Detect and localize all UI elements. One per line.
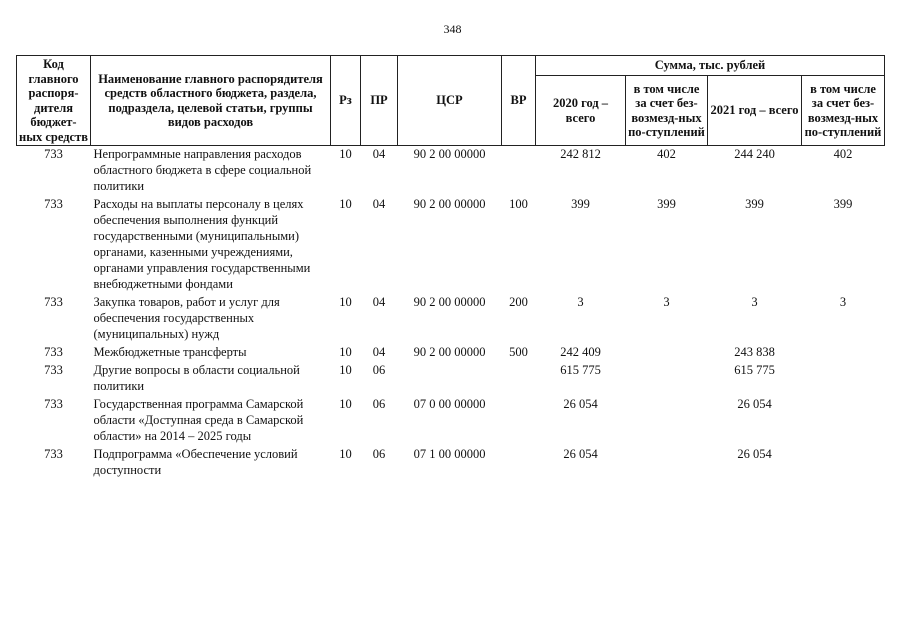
cell-2021-free: 3 — [839, 295, 847, 309]
page-number: 348 — [443, 22, 462, 36]
cell-pr: 06 — [372, 397, 386, 411]
cell-code: 733 — [44, 363, 63, 377]
cell-2021-free — [802, 396, 885, 446]
cell-csr — [398, 362, 502, 396]
table-row — [17, 446, 885, 480]
cell-2020-free: 3 — [663, 295, 670, 309]
cell-2021-total: 399 — [745, 197, 764, 211]
cell-2021-total: 244 240 — [734, 147, 775, 161]
cell-vr — [502, 362, 536, 396]
cell-name: Другие вопросы в области социальной политики — [93, 363, 300, 393]
cell-vr: 100 — [509, 197, 528, 211]
cell-csr: 07 1 00 00000 — [413, 447, 486, 461]
cell-name: Непрограммные направления расходов областного бюджета в сфере социальной политики — [93, 147, 312, 193]
cell-name: Закупка товаров, работ и услуг для обеспечения государственных (муниципальных) нужд — [93, 295, 280, 341]
cell-2020-total: 26 054 — [563, 447, 598, 461]
cell-name: Межбюджетные трансферты — [93, 345, 247, 359]
header-vr: ВР — [502, 56, 536, 146]
cell-rz: 10 — [339, 397, 352, 411]
cell-2020-total: 242 409 — [560, 345, 601, 359]
table-row — [17, 362, 885, 396]
cell-csr: 07 0 00 00000 — [413, 397, 486, 411]
cell-2021-total: 26 054 — [737, 397, 772, 411]
cell-2020-total: 399 — [571, 197, 590, 211]
cell-rz: 10 — [339, 147, 352, 161]
cell-pr: 04 — [372, 295, 386, 309]
cell-rz: 10 — [339, 295, 352, 309]
cell-2020-free — [626, 344, 708, 362]
cell-pr: 04 — [372, 197, 386, 211]
cell-name: Государственная программа Самарской области «Доступная среда в Самарской области» на 2014 – 2025 годы — [93, 397, 304, 443]
cell-2020-total: 26 054 — [563, 397, 598, 411]
cell-2021-free: 402 — [833, 147, 853, 161]
cell-csr: 90 2 00 00000 — [413, 295, 486, 309]
cell-2020-free: 402 — [657, 147, 676, 161]
table-row — [17, 294, 885, 344]
cell-2020-free — [626, 396, 708, 446]
cell-2021-total: 3 — [751, 295, 758, 309]
cell-2021-free — [802, 344, 885, 362]
cell-pr: 04 — [372, 345, 386, 359]
cell-code: 733 — [44, 197, 63, 211]
cell-2020-free: 399 — [657, 197, 676, 211]
cell-vr: 200 — [509, 295, 528, 309]
header-csr: ЦСР — [398, 56, 502, 146]
header-2021-free: в том числе за счет без-возмезд-ных по-ступлений — [802, 76, 885, 146]
header-rz: Рз — [331, 56, 361, 146]
header-2021-total: 2021 год – всего — [708, 76, 802, 146]
cell-code: 733 — [44, 447, 63, 461]
cell-code: 733 — [44, 295, 63, 309]
cell-csr: 90 2 00 00000 — [413, 345, 486, 359]
header-2020-free: в том числе за счет без-возмезд-ных по-ступлений — [626, 76, 708, 146]
cell-2021-free: 399 — [833, 197, 853, 211]
cell-code: 733 — [44, 397, 63, 411]
table-row — [17, 196, 885, 294]
header-name: Наименование главного распорядителя средств областного бюджета, раздела, подраздела, целевой статьи, группы видов расходов — [91, 56, 331, 146]
cell-2021-free — [802, 362, 885, 396]
cell-rz: 10 — [339, 345, 352, 359]
header-pr: ПР — [361, 56, 398, 146]
cell-code: 733 — [44, 345, 63, 359]
cell-rz: 10 — [339, 363, 352, 377]
cell-csr: 90 2 00 00000 — [413, 197, 486, 211]
cell-2021-free — [802, 446, 885, 480]
cell-2021-total: 243 838 — [734, 345, 775, 359]
cell-rz: 10 — [339, 447, 352, 461]
budget-table — [16, 55, 885, 480]
cell-pr: 04 — [372, 147, 386, 161]
cell-2021-total: 26 054 — [737, 447, 772, 461]
cell-2020-total: 3 — [577, 295, 584, 309]
cell-2020-total: 615 775 — [560, 363, 601, 377]
cell-2021-total: 615 775 — [734, 363, 775, 377]
cell-pr: 06 — [372, 363, 386, 377]
cell-pr: 06 — [372, 447, 386, 461]
header-code: Код главного распоря-дителя бюджет-ных средств — [17, 56, 91, 146]
cell-code: 733 — [44, 147, 63, 161]
cell-name: Расходы на выплаты персоналу в целях обеспечения выполнения функций государственными (муниципальными) органами, казенными учреждениями, органами управления государственными внебюджетными фондами — [93, 197, 311, 291]
header-sum: Сумма, тыс. рублей — [536, 56, 885, 76]
cell-csr: 90 2 00 00000 — [413, 147, 486, 161]
cell-vr: 500 — [509, 345, 528, 359]
header-2020-total: 2020 год – всего — [536, 76, 626, 146]
cell-vr — [502, 396, 536, 446]
cell-2020-free — [626, 362, 708, 396]
cell-2020-total: 242 812 — [560, 147, 601, 161]
cell-rz: 10 — [339, 197, 352, 211]
cell-vr — [502, 446, 536, 480]
table-row — [17, 146, 885, 197]
table-row — [17, 396, 885, 446]
table-row — [17, 344, 885, 362]
cell-vr — [502, 146, 536, 197]
cell-name: Подпрограмма «Обеспечение условий доступности — [93, 447, 298, 477]
cell-2020-free — [626, 446, 708, 480]
